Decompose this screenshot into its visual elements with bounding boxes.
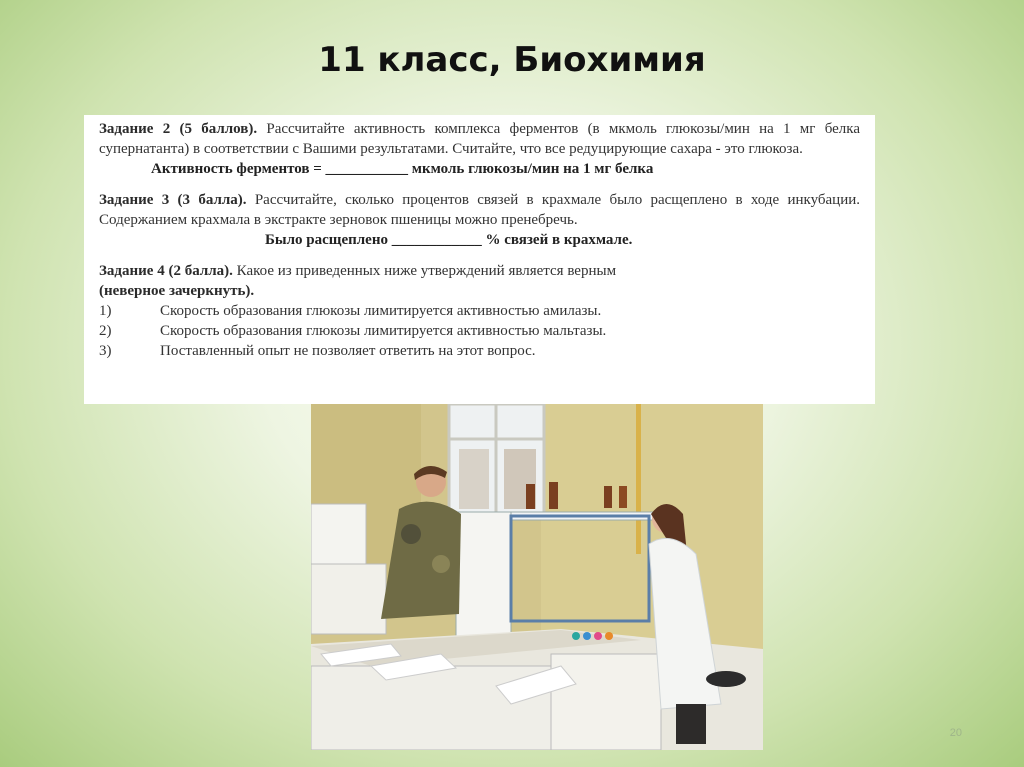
slide-title: 11 класс, Биохимия [318,40,706,80]
task-4-option-2: 2) Скорость образования глюкозы лимитируется активностью мальтазы. [99,323,607,339]
task-4-note: (неверное зачеркнуть). [99,283,255,299]
task-4-option-1: 1) Скорость образования глюкозы лимитируется активностью амилазы. [99,303,602,319]
task-3-answer: Было расщеплено ____________ % связей в крахмале. [265,232,633,248]
tasks-document [84,115,875,404]
task-4-heading: Задание 4 (2 балла). [99,263,233,279]
page-number: 20 [949,727,962,739]
task-3 [99,190,860,230]
task-2 [99,119,860,159]
task-3-text: Рассчитайте, сколько процентов связей в крахмале было расщеплено в ходе инкубации. Содержанием крахмала в экстракте зерновок пшеницы можно пренебречь. [99,192,861,228]
task-4-option-3: 3) Поставленный опыт не позволяет ответить на этот вопрос. [99,343,536,359]
task-4 [99,261,860,281]
task-2-heading: Задание 2 (5 баллов). [99,121,258,137]
lab-photo [311,404,763,750]
lab-scene-illustration [311,404,763,750]
task-2-text: Рассчитайте активность комплекса ферментов (в мкмоль глюкозы/мин на 1 мг белка супернатанта) в соответствии с Вашими результатами. Считайте, что все редуцирующие сахара - это глюкоза. [99,121,860,157]
task-4-text: Какое из приведенных ниже утверждений является верным [236,263,617,279]
task-3-heading: Задание 3 (3 балла). [99,192,247,208]
task-2-answer: Активность ферментов = ___________ мкмоль глюкозы/мин на 1 мг белка [151,161,654,177]
